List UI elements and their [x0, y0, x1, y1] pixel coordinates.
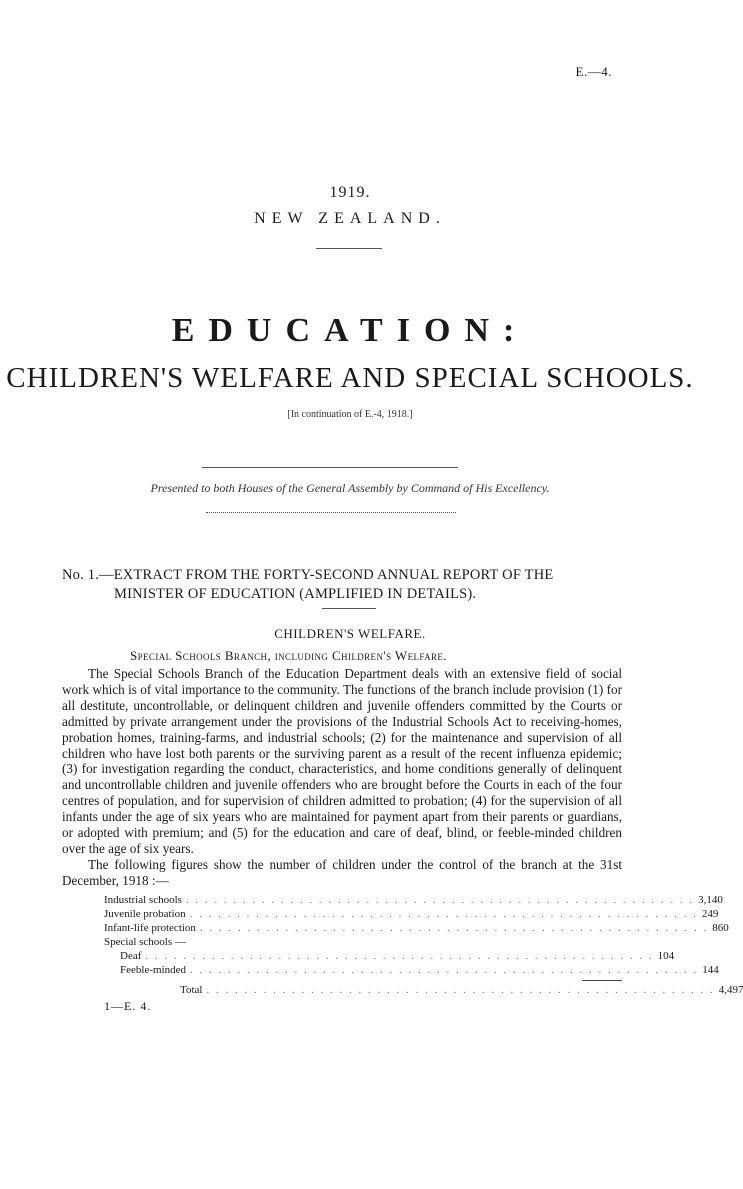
- figures-row: Infant-life protection . . . . . . . . . . . . . . . . . . . . . . . . . . . . . . . . . . . . . . . . . . . . . . . . . . . . . . 860: [104, 922, 729, 934]
- row-value: 104: [657, 950, 675, 962]
- divider: [322, 608, 376, 609]
- figures-row: Deaf . . . . . . . . . . . . . . . . . . . . . . . . . . . . . . . . . . . . . . . . . . . . . . . . . . . . . . 104: [120, 950, 675, 962]
- total-rule: [582, 980, 622, 981]
- row-label: Special schools —: [104, 936, 186, 948]
- row-value: 860: [712, 922, 729, 934]
- row-label: Feeble-minded: [120, 964, 186, 976]
- figures-row: [104, 935, 622, 949]
- row-label: Infant-life protection: [104, 922, 196, 934]
- row-label: Deaf: [120, 950, 142, 962]
- figures-row: Industrial schools . . . . . . . . . . . . . . . . . . . . . . . . . . . . . . . . . . . . . . . . . . . . . . . . . . . . . . 3,140: [104, 894, 723, 906]
- presentation-note: Presented to both Houses of the General Assembly by Command of His Excellency.: [150, 481, 550, 495]
- divider: [206, 512, 456, 513]
- figures-row: Juvenile probation . . . . . . . . . . . . . . . . . . . . . . . . . . . . . . . . . . . . . . . . . . . . . . . . . . . . . . 249: [104, 908, 719, 920]
- paragraph: The Special Schools Branch of the Education Department deals with an extensive field of social work which is of vital importance to the community. The functions of the branch include provision (1) for all destitute, uncontrollable, or delinquent children and juvenile offenders committed by the Courts or admitted by private arrangement under the provisions of the Industrial Schools Act to receiving-homes, probation homes, training-farms, and industrial schools; (2) for the maintenance and supervision of all children who have lost both parents or the surviving parent as a result of the recent influenza epidemic; (3) for investigation regarding the conduct, characteristics, and home conditions generally of delinquent and uncontrollable children and juvenile offenders who are brought before the Courts in each of the four centres of population, and for supervision of children admitted to probation; (4) for the supervision of all infants under the age of six years who are maintained for payment apart from their parents or guardians, or adopted with premium; and (5) for the education and care of deaf, blind, or feeble-minded children over the age of six years.: [62, 666, 622, 856]
- body-text: [62, 666, 622, 889]
- paragraph: The following figures show the number of children under the control of the branch at the 31st December, 1918 :—: [62, 856, 622, 888]
- row-value: 144: [702, 964, 719, 976]
- row-value: 249: [701, 908, 719, 920]
- continuation-note: [In continuation of E.-4, 1918.]: [287, 409, 413, 420]
- total-value: 4,497: [718, 984, 743, 996]
- figures-table: [104, 893, 743, 997]
- main-title: EDUCATION:: [171, 312, 529, 349]
- row-label: Juvenile probation: [104, 908, 186, 920]
- country-heading: NEW ZEALAND.: [254, 210, 446, 227]
- figures-row: Feeble-minded . . . . . . . . . . . . . . . . . . . . . . . . . . . . . . . . . . . . . . . . . . . . . . . . . . . . . . 144: [120, 964, 719, 976]
- extract-heading: [62, 566, 622, 604]
- subtitle: CHILDREN'S WELFARE AND SPECIAL SCHOOLS.: [6, 362, 694, 394]
- row-label: Industrial schools: [104, 894, 182, 906]
- extract-heading-line2: MINISTER OF EDUCATION (AMPLIFIED IN DETAILS).: [114, 586, 477, 602]
- total-row: Total . . . . . . . . . . . . . . . . . . . . . . . . . . . . . . . . . . . . . . . . . . . . . . . . . . . . . . 4,497: [104, 983, 622, 997]
- branch-title: Special Schools Branch, including Children's Welfare.: [130, 648, 447, 663]
- divider: [316, 248, 382, 249]
- divider: [202, 467, 458, 468]
- page-reference: E.—4.: [575, 64, 612, 79]
- total-label: Total: [180, 984, 203, 996]
- row-value: 3,140: [698, 894, 723, 906]
- report-year: 1919.: [329, 184, 371, 201]
- section-title: CHILDREN'S WELFARE.: [274, 626, 426, 641]
- footer-reference: 1—E. 4.: [104, 999, 152, 1013]
- extract-heading-line1: No. 1.—EXTRACT FROM THE FORTY-SECOND ANNUAL REPORT OF THE: [62, 567, 554, 583]
